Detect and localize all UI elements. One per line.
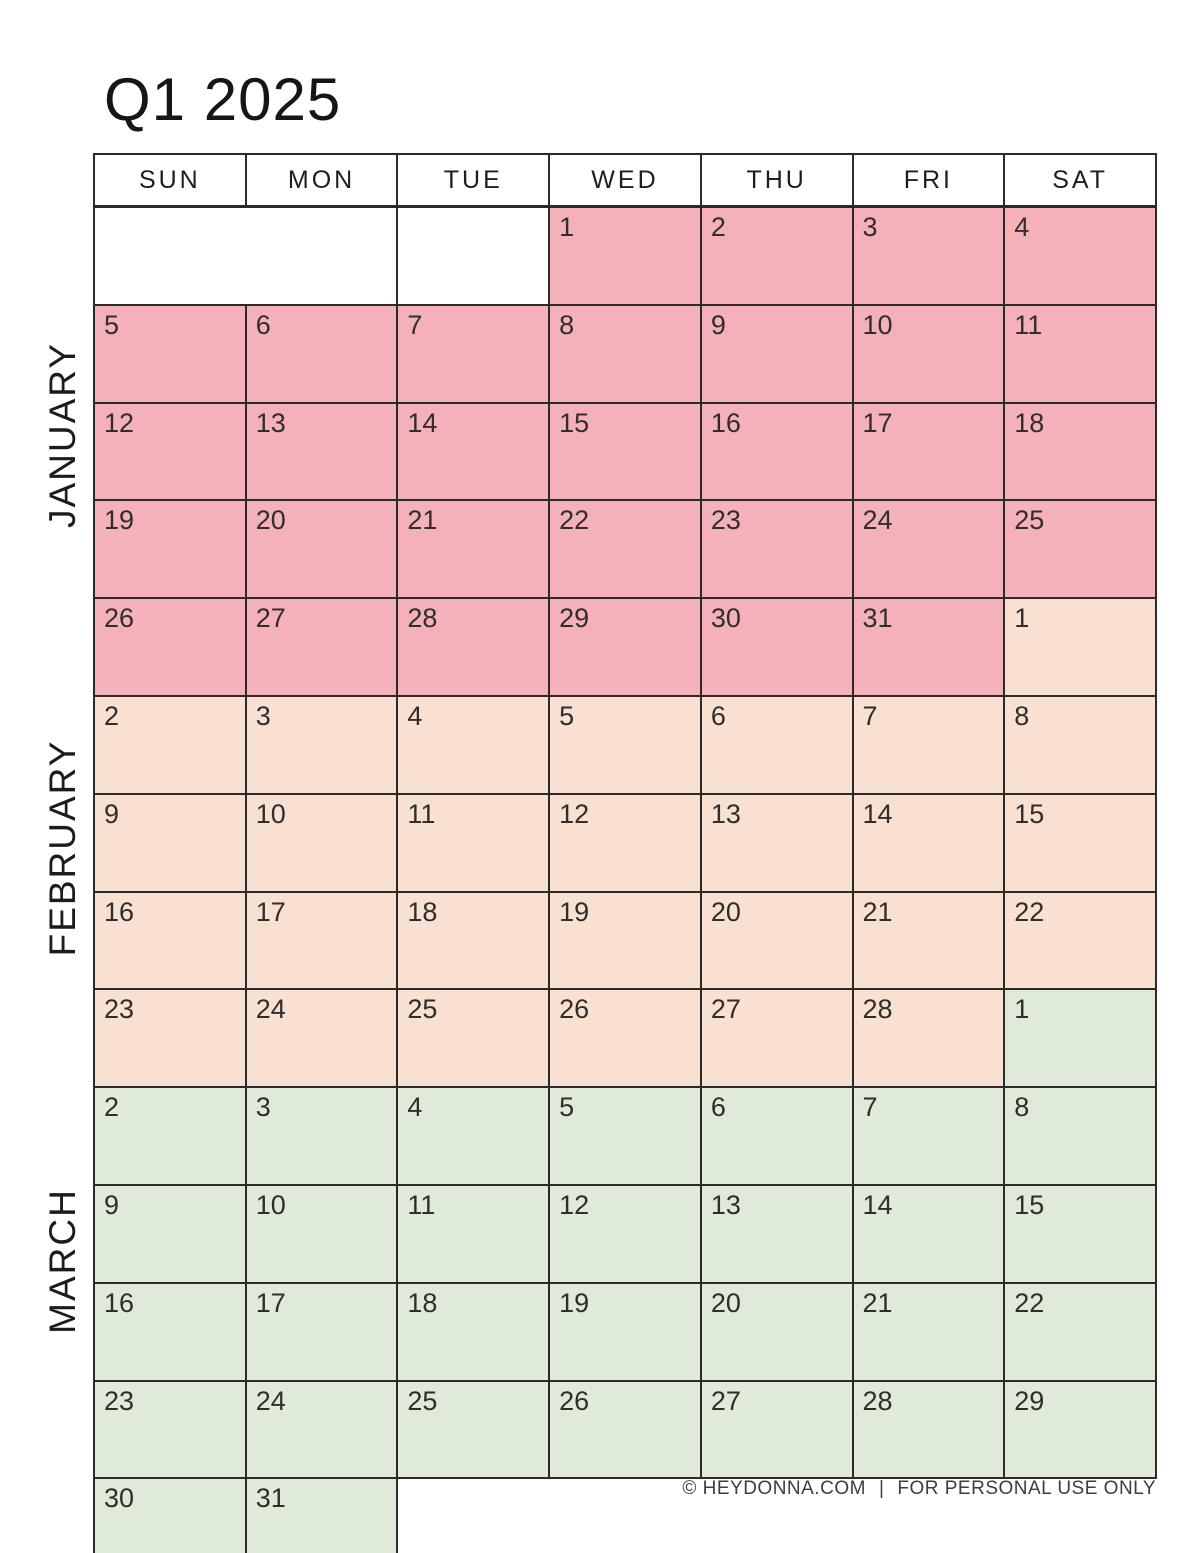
day-cell-jan-27: 27 bbox=[246, 598, 398, 696]
week-row bbox=[94, 598, 1156, 696]
day-cell-feb-5: 5 bbox=[549, 696, 701, 794]
month-label-february: FEBRUARY bbox=[42, 739, 83, 957]
day-cell-mar-2: 2 bbox=[94, 1087, 246, 1185]
day-cell-mar-27: 27 bbox=[701, 1381, 853, 1479]
day-cell-mar-22: 22 bbox=[1004, 1283, 1156, 1381]
day-cell-jan-23: 23 bbox=[701, 500, 853, 598]
day-cell-mar-4: 4 bbox=[397, 1087, 549, 1185]
page-title: Q1 2025 bbox=[104, 66, 342, 133]
week-row bbox=[94, 305, 1156, 403]
day-cell-mar-5: 5 bbox=[549, 1087, 701, 1185]
day-cell-feb-24: 24 bbox=[246, 989, 398, 1087]
weekday-header-sat: SAT bbox=[1004, 154, 1156, 207]
day-cell-mar-12: 12 bbox=[549, 1185, 701, 1283]
day-cell-feb-23: 23 bbox=[94, 989, 246, 1087]
day-cell-jan-19: 19 bbox=[94, 500, 246, 598]
day-cell-feb-4: 4 bbox=[397, 696, 549, 794]
week-row bbox=[94, 794, 1156, 892]
blank-cell bbox=[397, 207, 549, 305]
day-cell-jan-30: 30 bbox=[701, 598, 853, 696]
day-cell-feb-7: 7 bbox=[853, 696, 1005, 794]
day-cell-jan-12: 12 bbox=[94, 403, 246, 501]
day-cell-jan-28: 28 bbox=[397, 598, 549, 696]
month-label-january: JANUARY bbox=[42, 341, 83, 529]
day-cell-feb-14: 14 bbox=[853, 794, 1005, 892]
day-cell-feb-20: 20 bbox=[701, 892, 853, 990]
day-cell-mar-19: 19 bbox=[549, 1283, 701, 1381]
day-cell-jan-31: 31 bbox=[853, 598, 1005, 696]
day-cell-feb-19: 19 bbox=[549, 892, 701, 990]
footer-separator: | bbox=[878, 1478, 885, 1499]
day-cell-feb-17: 17 bbox=[246, 892, 398, 990]
weekday-header-sun: SUN bbox=[94, 154, 246, 207]
day-cell-jan-1: 1 bbox=[549, 207, 701, 305]
day-cell-feb-16: 16 bbox=[94, 892, 246, 990]
footer-copyright: © HEYDONNA.COM bbox=[682, 1478, 866, 1499]
day-cell-feb-1: 1 bbox=[1004, 598, 1156, 696]
day-cell-feb-12: 12 bbox=[549, 794, 701, 892]
weekday-header-thu: THU bbox=[701, 154, 853, 207]
day-cell-feb-10: 10 bbox=[246, 794, 398, 892]
day-cell-mar-9: 9 bbox=[94, 1185, 246, 1283]
day-cell-mar-1: 1 bbox=[1004, 989, 1156, 1087]
weekday-header-row bbox=[94, 154, 1156, 207]
day-cell-mar-17: 17 bbox=[246, 1283, 398, 1381]
weekday-header-wed: WED bbox=[549, 154, 701, 207]
day-cell-feb-8: 8 bbox=[1004, 696, 1156, 794]
month-label-march: MARCH bbox=[42, 1188, 83, 1334]
empty-space bbox=[549, 1478, 701, 1553]
day-cell-feb-6: 6 bbox=[701, 696, 853, 794]
day-cell-feb-28: 28 bbox=[853, 989, 1005, 1087]
day-cell-mar-15: 15 bbox=[1004, 1185, 1156, 1283]
week-row bbox=[94, 403, 1156, 501]
week-row bbox=[94, 1283, 1156, 1381]
day-cell-jan-21: 21 bbox=[397, 500, 549, 598]
day-cell-feb-21: 21 bbox=[853, 892, 1005, 990]
day-cell-mar-25: 25 bbox=[397, 1381, 549, 1479]
day-cell-mar-11: 11 bbox=[397, 1185, 549, 1283]
week-row bbox=[94, 1185, 1156, 1283]
day-cell-feb-2: 2 bbox=[94, 696, 246, 794]
footer bbox=[682, 1478, 1156, 1500]
day-cell-mar-20: 20 bbox=[701, 1283, 853, 1381]
day-cell-mar-3: 3 bbox=[246, 1087, 398, 1185]
day-cell-jan-2: 2 bbox=[701, 207, 853, 305]
day-cell-mar-23: 23 bbox=[94, 1381, 246, 1479]
day-cell-mar-28: 28 bbox=[853, 1381, 1005, 1479]
day-cell-jan-11: 11 bbox=[1004, 305, 1156, 403]
day-cell-jan-5: 5 bbox=[94, 305, 246, 403]
day-cell-jan-22: 22 bbox=[549, 500, 701, 598]
day-cell-jan-26: 26 bbox=[94, 598, 246, 696]
day-cell-jan-7: 7 bbox=[397, 305, 549, 403]
week-row bbox=[94, 989, 1156, 1087]
day-cell-jan-25: 25 bbox=[1004, 500, 1156, 598]
day-cell-jan-29: 29 bbox=[549, 598, 701, 696]
weekday-header-mon: MON bbox=[246, 154, 398, 207]
day-cell-jan-9: 9 bbox=[701, 305, 853, 403]
day-cell-jan-17: 17 bbox=[853, 403, 1005, 501]
day-cell-feb-3: 3 bbox=[246, 696, 398, 794]
day-cell-mar-31: 31 bbox=[246, 1478, 398, 1553]
day-cell-feb-15: 15 bbox=[1004, 794, 1156, 892]
day-cell-jan-18: 18 bbox=[1004, 403, 1156, 501]
day-cell-jan-8: 8 bbox=[549, 305, 701, 403]
day-cell-feb-27: 27 bbox=[701, 989, 853, 1087]
day-cell-feb-18: 18 bbox=[397, 892, 549, 990]
day-cell-mar-13: 13 bbox=[701, 1185, 853, 1283]
day-cell-jan-6: 6 bbox=[246, 305, 398, 403]
week-row bbox=[94, 892, 1156, 990]
day-cell-mar-7: 7 bbox=[853, 1087, 1005, 1185]
week-row bbox=[94, 500, 1156, 598]
day-cell-jan-24: 24 bbox=[853, 500, 1005, 598]
day-cell-mar-30: 30 bbox=[94, 1478, 246, 1553]
day-cell-jan-14: 14 bbox=[397, 403, 549, 501]
day-cell-feb-11: 11 bbox=[397, 794, 549, 892]
calendar-body bbox=[94, 207, 1156, 1553]
footer-usage-note: FOR PERSONAL USE ONLY bbox=[897, 1478, 1156, 1499]
day-cell-mar-24: 24 bbox=[246, 1381, 398, 1479]
day-cell-mar-6: 6 bbox=[701, 1087, 853, 1185]
day-cell-mar-29: 29 bbox=[1004, 1381, 1156, 1479]
day-cell-mar-26: 26 bbox=[549, 1381, 701, 1479]
day-cell-mar-16: 16 bbox=[94, 1283, 246, 1381]
blank-cell bbox=[94, 207, 397, 305]
day-cell-jan-15: 15 bbox=[549, 403, 701, 501]
day-cell-feb-9: 9 bbox=[94, 794, 246, 892]
day-cell-mar-18: 18 bbox=[397, 1283, 549, 1381]
day-cell-feb-25: 25 bbox=[397, 989, 549, 1087]
day-cell-jan-10: 10 bbox=[853, 305, 1005, 403]
weekday-header-tue: TUE bbox=[397, 154, 549, 207]
day-cell-mar-14: 14 bbox=[853, 1185, 1005, 1283]
day-cell-jan-4: 4 bbox=[1004, 207, 1156, 305]
day-cell-jan-13: 13 bbox=[246, 403, 398, 501]
empty-space bbox=[397, 1478, 549, 1553]
day-cell-feb-22: 22 bbox=[1004, 892, 1156, 990]
week-row bbox=[94, 1087, 1156, 1185]
weekday-header-fri: FRI bbox=[853, 154, 1005, 207]
day-cell-jan-20: 20 bbox=[246, 500, 398, 598]
day-cell-mar-10: 10 bbox=[246, 1185, 398, 1283]
day-cell-mar-21: 21 bbox=[853, 1283, 1005, 1381]
day-cell-feb-26: 26 bbox=[549, 989, 701, 1087]
day-cell-jan-16: 16 bbox=[701, 403, 853, 501]
week-row bbox=[94, 696, 1156, 794]
quarter-calendar-grid bbox=[93, 153, 1157, 1553]
day-cell-feb-13: 13 bbox=[701, 794, 853, 892]
day-cell-mar-8: 8 bbox=[1004, 1087, 1156, 1185]
week-row bbox=[94, 1381, 1156, 1479]
week-row bbox=[94, 207, 1156, 305]
day-cell-jan-3: 3 bbox=[853, 207, 1005, 305]
